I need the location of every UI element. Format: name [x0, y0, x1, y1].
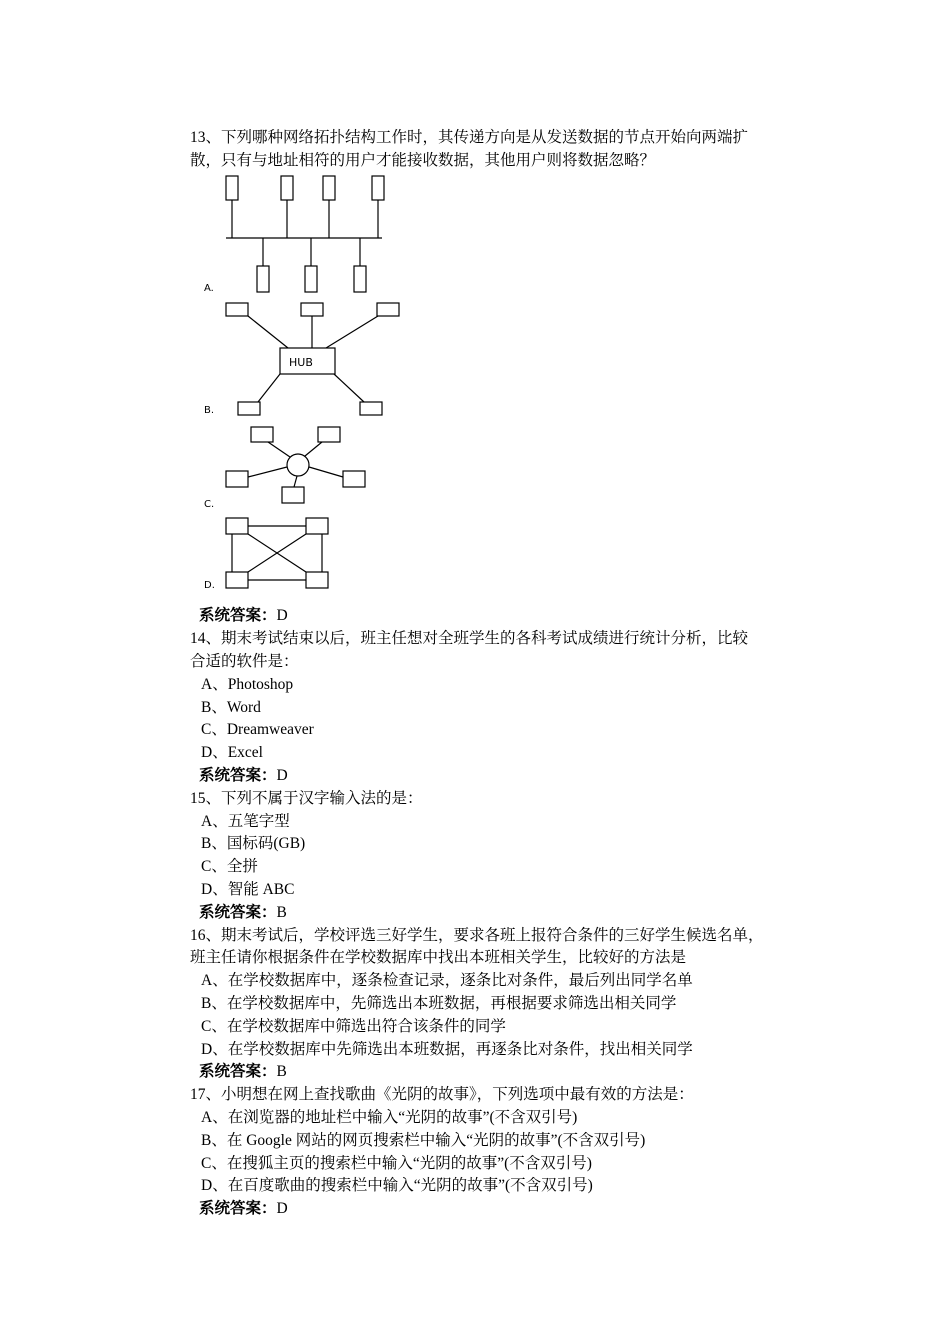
question-15-answer [199, 902, 287, 924]
answer-label: 系统答案： [199, 1063, 277, 1080]
answer-value: B [276, 1063, 287, 1080]
question-16-option-d: D、在学校数据库中先筛选出本班数据，再逐条比对条件，找出相关同学 [201, 1041, 693, 1058]
answer-value: D [276, 767, 288, 784]
option-d-label: D. [204, 580, 215, 591]
bus-topology-diagram [226, 176, 384, 292]
answer-value: D [276, 1200, 288, 1217]
option-b-label: B. [204, 405, 215, 416]
question-16-option-a: A、在学校数据库中，逐条检查记录，逐条比对条件，最后列出同学名单 [201, 972, 693, 989]
question-15-option-b: B、国标码(GB) [201, 835, 306, 852]
question-16-line-2: 班主任请你根据条件在学校数据库中找出本班相关学生，比较好的方法是 [190, 949, 687, 966]
question-14-option-c: C、Dreamweaver [201, 721, 314, 738]
question-15-line-1: 15、下列不属于汉字输入法的是： [190, 790, 423, 807]
question-17-option-a: A、在浏览器的地址栏中输入“光阴的故事”(不含双引号) [201, 1109, 578, 1126]
question-13-answer [199, 605, 288, 627]
question-14-answer [199, 765, 288, 787]
question-14-line-2: 合适的软件是： [190, 653, 299, 670]
question-14-option-b: B、Word [201, 699, 261, 716]
answer-label: 系统答案： [199, 1200, 277, 1217]
question-14-option-d: D、Excel [201, 744, 263, 761]
question-16-option-b: B、在学校数据库中，先筛选出本班数据，再根据要求筛选出相关同学 [201, 995, 677, 1012]
answer-label: 系统答案： [199, 904, 277, 921]
mesh-topology-diagram [226, 518, 328, 588]
question-17-option-c: C、在搜狐主页的搜索栏中输入“光阴的故事”(不含双引号) [201, 1155, 592, 1172]
topology-diagrams [0, 0, 950, 600]
circle-star-topology-diagram [226, 427, 365, 503]
question-17-line-1: 17、小明想在网上查找歌曲《光阴的故事》，下列选项中最有效的方法是： [190, 1086, 694, 1103]
question-17-answer [199, 1198, 288, 1220]
question-15-option-a: A、五笔字型 [201, 813, 290, 830]
question-17-option-d: D、在百度歌曲的搜索栏中输入“光阴的故事”(不含双引号) [201, 1177, 593, 1194]
hub-star-topology-diagram [226, 303, 399, 415]
question-13-line-2: 散，只有与地址相符的用户才能接收数据，其他用户则将数据忽略？ [190, 152, 656, 169]
question-16-line-1: 16、期末考试后，学校评选三好学生，要求各班上报符合条件的三好学生候选名单， [190, 927, 764, 944]
question-16-answer [199, 1061, 287, 1083]
question-13-line-1: 13、下列哪种网络拓扑结构工作时，其传递方向是从发送数据的节点开始向两端扩 [190, 129, 749, 146]
option-c-label: C. [204, 499, 215, 510]
hub-label: HUB [289, 356, 313, 369]
option-a-label: A. [204, 283, 214, 294]
question-14-line-1: 14、期末考试结束以后，班主任想对全班学生的各科考试成绩进行统计分析，比较 [190, 630, 749, 647]
answer-label: 系统答案： [199, 767, 277, 784]
answer-value: B [276, 904, 287, 921]
question-15-option-d: D、智能 ABC [201, 881, 295, 898]
answer-value: D [276, 607, 288, 624]
question-17-option-b: B、在 Google 网站的网页搜索栏中输入“光阴的故事”(不含双引号) [201, 1132, 646, 1149]
question-16-option-c: C、在学校数据库中筛选出符合该条件的同学 [201, 1018, 506, 1035]
question-15-option-c: C、全拼 [201, 858, 258, 875]
question-14-option-a: A、Photoshop [201, 676, 294, 693]
answer-label: 系统答案： [199, 607, 277, 624]
